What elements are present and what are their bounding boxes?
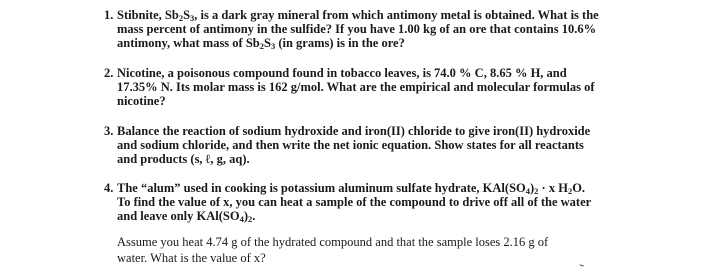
question-line: Stibnite, $Sb_2S_3$, is a dark gray mineral from which antimony metal is obtained. What is the bbox=[117, 8, 599, 23]
question-line: and products (s, ℓ, g, aq). bbox=[117, 152, 250, 166]
question-line: 17.35% N. Its molar mass is 162 g/mol. What are the empirical and molecular formulas of bbox=[117, 80, 595, 94]
question-number: 2. bbox=[104, 66, 114, 80]
question-line: antimony, what mass of $Sb_2S_3$ (in grams) is in the ore? bbox=[117, 36, 405, 51]
question-line: Nicotine, a poisonous compound found in tobacco leaves, is 74.0 % C, 8.65 % H, and bbox=[117, 66, 567, 80]
question-line: mass percent of antimony in the sulfide? If you have 1.00 kg of an ore that contains 10.6% bbox=[117, 22, 597, 36]
question-number: 4. bbox=[104, 181, 114, 195]
text-cursor-mark bbox=[580, 262, 585, 266]
question-line: The “alum” used in cooking is potassium aluminum sulfate hydrate, $KAl(SO_4)_2 \cdot x$ $H_2O$. bbox=[117, 181, 586, 196]
question-line: and leave only $KAl(SO_4)_2$. bbox=[117, 209, 256, 224]
question-line: and sodium chloride, and then write the net ionic equation. Show states for all reactants bbox=[117, 138, 584, 152]
question-number: 3. bbox=[104, 124, 114, 138]
followup-line: Assume you heat 4.74 g of the hydrated compound and that the sample loses 2.16 g of bbox=[117, 235, 549, 249]
question-line: To find the value of x, you can heat a sample of the compound to drive off all of the water bbox=[117, 195, 592, 209]
question-line: Balance the reaction of sodium hydroxide and iron(II) chloride to give iron(II) hydroxide bbox=[117, 124, 591, 138]
followup-line: water. What is the value of x? bbox=[117, 251, 266, 265]
question-line: nicotine? bbox=[117, 94, 166, 108]
question-number: 1. bbox=[104, 8, 114, 22]
